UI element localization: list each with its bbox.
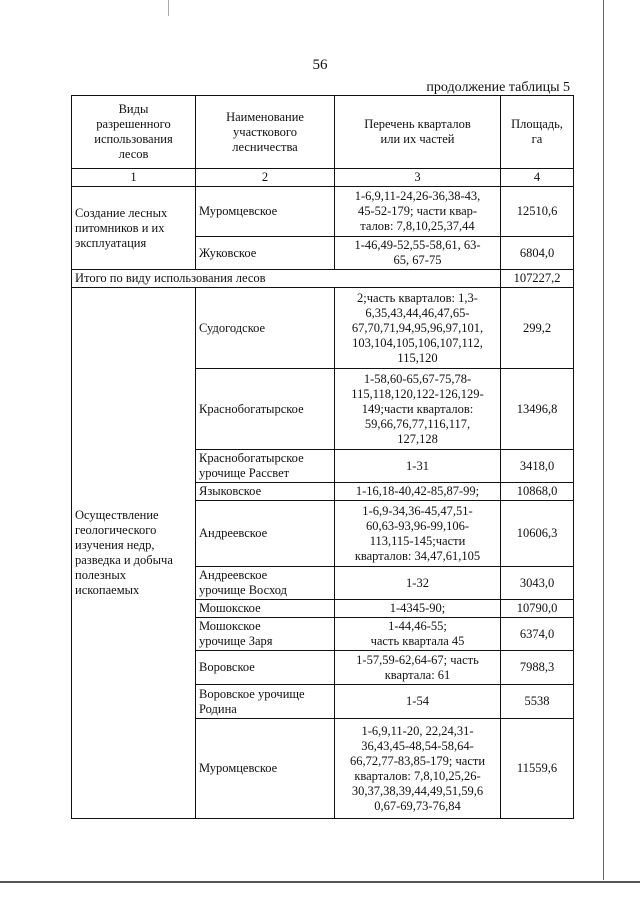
area-cell: 10868,0	[501, 483, 574, 501]
area-cell: 12510,6	[501, 187, 574, 237]
forestry-cell: Судогодское	[196, 288, 335, 369]
forest-use-table	[71, 95, 574, 819]
page-number: 56	[312, 57, 328, 73]
area-cell: 11559,6	[501, 719, 574, 819]
forestry-cell: Воровское	[196, 651, 335, 685]
quarters-cell: 1-54	[335, 685, 501, 719]
header-area: Площадь, га	[501, 96, 574, 169]
area-cell: 3418,0	[501, 450, 574, 483]
area-cell: 10606,3	[501, 501, 574, 567]
column-number: 1	[72, 169, 196, 187]
forestry-cell: Муромцевское	[196, 719, 335, 819]
quarters-cell: 1-4345-90;	[335, 600, 501, 618]
area-cell: 299,2	[501, 288, 574, 369]
total-label: Итого по виду использования лесов	[72, 270, 501, 288]
quarters-cell: 1-58,60-65,67-75,78- 115,118,120,122-126,129- 149;части кварталов: 59,66,76,77,116,117, 127,128	[335, 369, 501, 450]
forestry-cell: Мошокское урочище Заря	[196, 618, 335, 651]
forestry-cell: Воровское урочище Родина	[196, 685, 335, 719]
area-cell: 6804,0	[501, 237, 574, 270]
column-number: 3	[335, 169, 501, 187]
quarters-cell: 1-6,9,11-20, 22,24,31- 36,43,45-48,54-58,64- 66,72,77-83,85-179; части кварталов: 7,8,10,25,26- 30,37,38,39,44,49,51,59,6 0,67-69,73-76,84	[335, 719, 501, 819]
forestry-cell: Мошокское	[196, 600, 335, 618]
table-row	[72, 288, 574, 369]
table-continuation-label: продолжение таблицы 5	[426, 80, 570, 95]
column-number: 2	[196, 169, 335, 187]
total-row	[72, 270, 574, 288]
area-cell: 6374,0	[501, 618, 574, 651]
area-cell: 3043,0	[501, 567, 574, 600]
quarters-cell: 1-31	[335, 450, 501, 483]
quarters-cell: 1-6,9-34,36-45,47,51- 60,63-93,96-99,106- 113,115-145;части кварталов: 34,47,61,105	[335, 501, 501, 567]
area-cell: 5538	[501, 685, 574, 719]
area-cell: 13496,8	[501, 369, 574, 450]
use-type-cell: Создание лесных питомников и их эксплуатация	[72, 187, 196, 270]
scan-edge-line	[168, 0, 169, 16]
quarters-cell: 1-46,49-52,55-58,61, 63- 65, 67-75	[335, 237, 501, 270]
forestry-cell: Муромцевское	[196, 187, 335, 237]
header-use-type: Виды разрешенного использования лесов	[72, 96, 196, 169]
quarters-cell: 1-32	[335, 567, 501, 600]
forestry-cell: Краснобогатырское урочище Рассвет	[196, 450, 335, 483]
forestry-cell: Андреевское урочище Восход	[196, 567, 335, 600]
scan-bottom-edge	[0, 881, 640, 883]
quarters-cell: 1-6,9,11-24,26-36,38-43, 45-52-179; части квар- талов: 7,8,10,25,37,44	[335, 187, 501, 237]
scan-margin-line	[603, 0, 604, 880]
area-cell: 7988,3	[501, 651, 574, 685]
quarters-cell: 2;часть кварталов: 1,3- 6,35,43,44,46,47,65- 67,70,71,94,95,96,97,101, 103,104,105,106,107,112, 115,120	[335, 288, 501, 369]
forestry-cell: Краснобогатырское	[196, 369, 335, 450]
quarters-cell: 1-44,46-55; часть квартала 45	[335, 618, 501, 651]
quarters-cell: 1-16,18-40,42-85,87-99;	[335, 483, 501, 501]
column-number: 4	[501, 169, 574, 187]
table-row	[72, 187, 574, 237]
forestry-cell: Андреевское	[196, 501, 335, 567]
forestry-cell: Языковское	[196, 483, 335, 501]
use-type-cell: Осуществление геологического изучения недр, разведка и добыча полезных ископаемых	[72, 288, 196, 819]
header-forestry-name: Наименование участкового лесничества	[196, 96, 335, 169]
forestry-cell: Жуковское	[196, 237, 335, 270]
header-quarters-list: Перечень кварталов или их частей	[335, 96, 501, 169]
column-number-row	[72, 169, 574, 187]
table-header-row	[72, 96, 574, 169]
total-area: 107227,2	[501, 270, 574, 288]
area-cell: 10790,0	[501, 600, 574, 618]
quarters-cell: 1-57,59-62,64-67; часть квартала: 61	[335, 651, 501, 685]
